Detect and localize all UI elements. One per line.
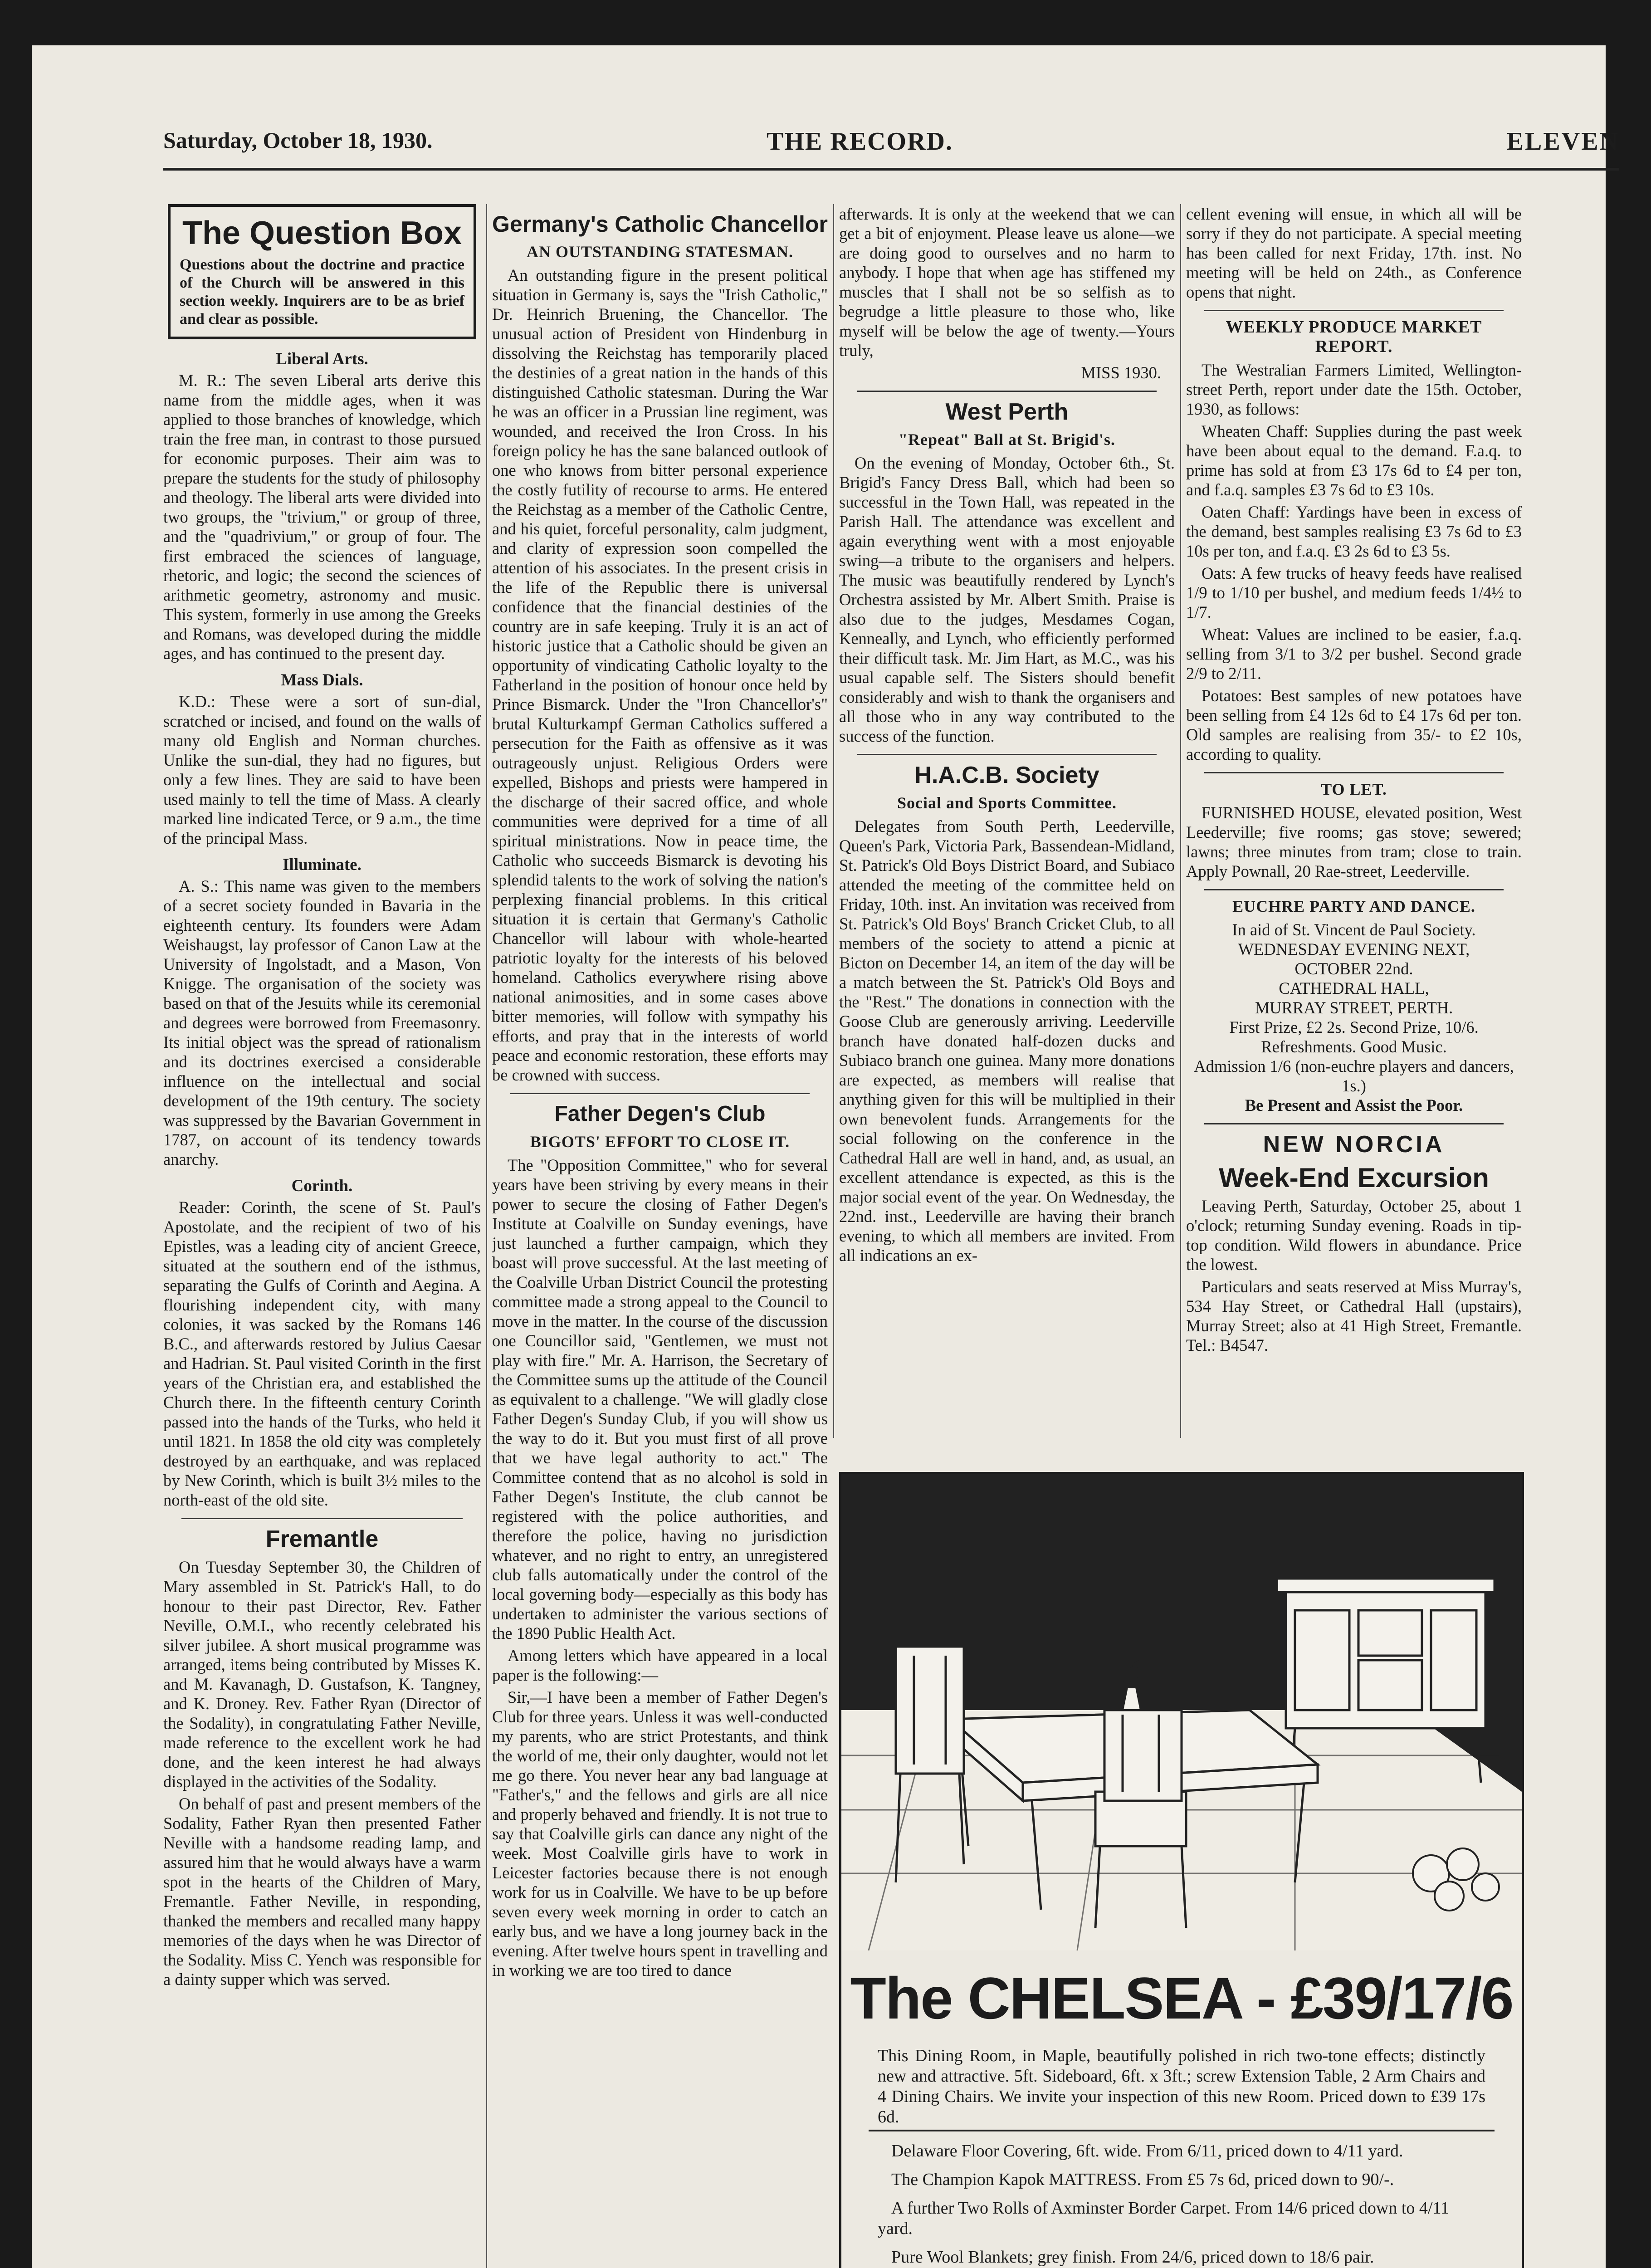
fremantle-paragraph: On Tuesday September 30, the Children of Mary assembled in St. Patrick's Hall, to do honour to their past Director, Rev. Father Neville, O.M.I., who recently celebrated his silver jubilee. A short musical programme was arranged, items being contributed by Misses K. and M. Kavanagh, D. Gustafson, K. Tangney, and K. Droney. Rev. Father Ryan (Director of the Sodality), in congratulating Father Neville, made reference to the excellent work he had done, and the keen interest he had always displayed in the activities of the Sodality. bbox=[163, 1558, 481, 1791]
column-divider bbox=[486, 204, 487, 2268]
chancellor-paragraph: An outstanding figure in the present political situation in Germany is, says the "Irish Catholic," Dr. Heinrich Bruening, the Chancellor. The unusual action of President von Hindenburg in dissolving the Reichstag has temporarily placed the destinies of a great nation in the hands of this distinguished Catholic statesman. During the War he was an officer in a Prussian line regiment, was wounded, and received the Iron Cross. In his foreign policy he has the sane balanced outlook of one who knows from bitter personal experience the costly futility of recourse to arms. He entered the Reichstag as a member of the Catholic Centre, and his quiet, forceful personality, calm judgment, and clarity of expression soon compelled the attention of his associates. In the present crisis in the life of the Republic there is universal confidence that the financial destinies of the country are in safe keeping. Truly it is an act of historic justice that a Catholic should be given an opportunity of vindicating Catholic loyalty to the Fatherland in the position of honour once held by Prince Bismarck. Under the "Iron Chancellor's" brutal Kulturkampf German Catholics suffered a persecution for the Faith as offensive as it was outrageously unjust. Religious Orders were expelled, Bishops and priests were hampered in the discharge of their sacred office, and whole communities were deprived for a time of all spiritual ministrations. Now in peace time, the Catholic who succeeds Bismarck is devoting his splendid talents to the work of solving the nation's perplexing financial problems. In this critical situation it is certain that Germany's Catholic Chancellor will labour with whole-hearted patriotic loyalty for the interests of his beloved homeland. Catholics everywhere rising above national animosities, and in some cases above bitter memories, will follow with sympathy his efforts, and pray that in the interests of world peace and economic restoration, these efforts may be crowned with success. bbox=[492, 266, 828, 1084]
produce-heading: WEEKLY PRODUCE MARKET REPORT. bbox=[1226, 318, 1482, 356]
masthead: THE RECORD. bbox=[767, 127, 953, 156]
euchre-line: Be Present and Assist the Poor. bbox=[1245, 1096, 1463, 1114]
hacb-paragraph: Delegates from South Perth, Leederville, Queen's Park, Victoria Park, Bassendean-Midland, St. Patrick's Old Boys District Board, and Subiaco attended the meeting of the committee held on Friday, 10th. inst. An invitation was received from St. Patrick's Old Boys' Branch Cricket Club, to all members of the society to attend a picnic at Bicton on December 14, an item of the day will be a match between the St. Patrick's Old Boys and the "Rest." The donations in connection with the Goose Club are generously arriving. Leederville branch have donated half-dozen ducks and Subiaco branch one guinea. Many more donations are expected, as members will realise that anything given for this will be multiplied in their own benevolent funds. Arrangements for the social following on the conference in the Cathedral Hall are well in hand, and, as usual, an excellent attendance is expected, as this is the major social event of the year. On Wednesday, the 22nd. inst., Leederville are having their branch evening, to which all members are invited. From all indications an ex- bbox=[839, 817, 1175, 1265]
norcia-paragraph: Particulars and seats reserved at Miss Murray's, 534 Hay Street, or Cathedral Hall (upstairs), Murray Street; also at 41 High Street, Fremantle. Tel.: B4547. bbox=[1186, 1277, 1522, 1354]
section-rule bbox=[857, 391, 1157, 392]
column-divider bbox=[833, 204, 834, 1438]
ad-rule bbox=[869, 2130, 1495, 2131]
liberal-arts-text: M. R.: The seven Liberal arts derive this name from the middle ages, when it was applied to those branches of knowledge, which train the free man, in contrast to those pursued for economic purposes. Their aim was to prepare the students for the study of philosophy and theology. The liberal arts were divided into two groups, the "trivium," or group of three, and the "quadrivium," or group of four. The first embraced the sciences of language, rhetoric, and logic; the second the sciences of arithmetic geometry, astronomy and music. This system, formerly in use among the Greeks and Romans, was developed during the middle ages, and has continued to the present day. bbox=[163, 371, 481, 663]
hacb-heading: H.A.C.B. Society bbox=[914, 762, 1099, 788]
norcia-heading: NEW NORCIA bbox=[1263, 1131, 1445, 1158]
column-divider bbox=[1180, 204, 1181, 1438]
column-1 bbox=[163, 204, 481, 2268]
issue-date: Saturday, October 18, 1930. bbox=[163, 127, 433, 153]
degen-paragraph: Among letters which have appeared in a local paper is the following:— bbox=[492, 1646, 828, 1684]
furniture-advertisement bbox=[839, 1472, 1524, 2268]
euchre-line: Admission 1/6 (non-euchre players and dancers, 1s.) bbox=[1194, 1057, 1514, 1095]
page-number: ELEVEN bbox=[1506, 127, 1619, 156]
section-rule bbox=[1204, 889, 1504, 890]
excursion-heading: Week-End Excursion bbox=[1219, 1163, 1489, 1193]
question-box-subtitle: Questions about the doctrine and practice of the Church will be answered in this section weekly. Inquirers are to be as brief and clear as possible. bbox=[180, 256, 464, 327]
ad-item: The Champion Kapok MATTRESS. From £5 7s 6d, priced down to 90/-. bbox=[891, 2170, 1394, 2189]
euchre-line: First Prize, £2 2s. Second Prize, 10/6. bbox=[1229, 1018, 1479, 1036]
fremantle-paragraph: On behalf of past and present members of the Sodality, Father Ryan then presented Father Neville with a handsome reading lamp, and assured him that he would always have a warm spot in the hearts of the Children of Mary, Fremantle. Father Neville, in responding, thanked the members and recalled many happy memories of the days when he was Director of the Sodality. Miss C. Yench was responsible for a dainty supper which was served. bbox=[163, 1794, 481, 1989]
ad-item-list bbox=[878, 2141, 1485, 2268]
corinth-heading: Corinth. bbox=[291, 1177, 353, 1195]
question-box-title: The Question Box bbox=[182, 215, 462, 251]
degen-heading: Father Degen's Club bbox=[554, 1102, 766, 1126]
degen-paragraph: The "Opposition Committee," who for several years have been striving by every means in their power to secure the closing of Father Degen's Institute at Coalville on Sunday evenings, have just launched a further campaign, which they boast will prove successful. At the last meeting of the Coalville Urban District Council the protesting committee made a strong appeal to the Council to move in the matter. In the course of the discussion one Councillor said, "Gentlemen, we must not play with fire." Mr. A. Harrison, the Secretary of the Committee sums up the attitude of the Council as equivalent to a challenge. "We will gladly close Father Degen's Sunday Club, if you will show us the way to do it. But you must first of all prove that we have legal authority to act." The Committee contend that as no alcohol is sold in Father Degen's Institute, the club cannot be registered with the police authorities, and therefore the police, having no jurisdiction whatever, and no right to entry, an unregistered club falls automatically under the control of the local governing body—especially as this body has undertaken to administer the various sections of the 1890 Public Health Act. bbox=[492, 1156, 828, 1642]
ad-description: This Dining Room, in Maple, beautifully polished in rich two-tone effects; distinctly new and attractive. 5ft. Sideboard, 6ft. x 3ft.; screw Extension Table, 2 Arm Chairs and 4 Dining Chairs. We invite your inspection of this new Room. Priced down to £39 17s 6d. bbox=[878, 2046, 1485, 2126]
column-4 bbox=[1186, 204, 1522, 1429]
west-perth-heading: West Perth bbox=[945, 399, 1069, 425]
degen-letter: Sir,—I have been a member of Father Degen's Club for three years. Unless it was well-conducted my parents, who are strict Protestants, and think the world of me, their only daughter, would not let me go there. You never hear any bad language at "Father's," and the fellows and girls are all nice and properly behaved and friendly. It is not true to say that Coalville girls can dance any night of the week. Most Coalville girls have to work in Leicester factories because there is not enough work for us in Coalville. We have to be up before seven every week morning in order to catch an early bus, and we have a long journey back in the evening. After twelve hours spent in travelling and in working we are too tired to dance bbox=[492, 1688, 828, 1980]
hacb-subheading: Social and Sports Committee. bbox=[897, 794, 1117, 812]
page-header bbox=[163, 109, 1619, 163]
produce-paragraph: Potatoes: Best samples of new potatoes have been selling from £4 12s 6d to £4 17s 6d per ton. Old samples are realising from 35/- to £2 10s, according to quality. bbox=[1186, 686, 1522, 763]
to-let-text: FURNISHED HOUSE, elevated position, West Leederville; five rooms; gas stove; sewered; lawns; three minutes from tram; close to train. Apply Pownall, 20 Rae-street, Leederville. bbox=[1186, 803, 1522, 880]
euchre-line: MURRAY STREET, PERTH. bbox=[1255, 998, 1453, 1017]
euchre-line: Refreshments. Good Music. bbox=[1261, 1037, 1447, 1056]
liberal-arts-heading: Liberal Arts. bbox=[276, 350, 368, 368]
fremantle-heading: Fremantle bbox=[265, 1526, 379, 1552]
euchre-line: OCTOBER 22nd. bbox=[1294, 959, 1413, 978]
degen-subheading: BIGOTS' EFFORT TO CLOSE IT. bbox=[530, 1133, 790, 1151]
produce-paragraph: Wheat: Values are inclined to be easier, f.a.q. selling from 3/1 to 3/2 per bushel. Second grade 2/9 to 2/11. bbox=[1186, 625, 1522, 683]
ad-item: Pure Wool Blankets; grey finish. From 24/6, priced down to 18/6 pair. bbox=[891, 2248, 1374, 2267]
to-let-heading: TO LET. bbox=[1321, 780, 1387, 798]
section-rule bbox=[181, 1518, 463, 1519]
west-perth-paragraph: On the evening of Monday, October 6th., St. Brigid's Fancy Dress Ball, which had been so successful in the Town Hall, was repeated in the Parish Hall. The attendance was excellent and again everything went with a most enjoyable swing—a tribute to the organisers and helpers. The music was beautifully rendered by Lynch's Orchestra assisted by Mr. Albert Smith. Praise is also due to the judges, Mesdames Cogan, Kenneally, and Lynch, who efficiently performed their difficult task. Mr. Jim Hart, as M.C., was his usual capable self. The Sisters should benefit considerably and wish to thank the organisers and all those who in any way contributed to the success of the function. bbox=[839, 454, 1175, 745]
mass-dials-text: K.D.: These were a sort of sun-dial, scratched or incised, and found on the walls of many old English and Norman churches. Unlike the sun-dial, they had no figures, but only a few lines. They are said to have been used mainly to tell the time of Mass. A clearly marked line indicated Terce, or 9 a.m., the time of the principal Mass. bbox=[163, 692, 481, 847]
column-3 bbox=[839, 204, 1175, 1429]
produce-paragraph: Oats: A few trucks of heavy feeds have realised 1/9 to 1/10 per bushel, and medium feeds 1/4½ to 1/7. bbox=[1186, 564, 1522, 621]
section-rule bbox=[1204, 310, 1504, 311]
euchre-line: In aid of St. Vincent de Paul Society. bbox=[1232, 920, 1476, 939]
produce-paragraph: Wheaten Chaff: Supplies during the past week have been about equal to the demand. F.a.q. to prime has sold at from £3 17s 6d to £4 per ton, and f.a.q. samples £3 7s 6d to £3 10s. bbox=[1186, 422, 1522, 499]
header-rule bbox=[163, 168, 1619, 171]
norcia-paragraph: Leaving Perth, Saturday, October 25, about 1 o'clock; returning Sunday evening. Roads in tip-top condition. Wild flowers in abundance. Price the lowest. bbox=[1186, 1197, 1522, 1274]
ad-item: A further Two Rolls of Axminster Border Carpet. From 14/6 priced down to 4/11 yard. bbox=[878, 2199, 1450, 2238]
question-box-panel bbox=[168, 204, 476, 339]
degen-letter-continued: afterwards. It is only at the weekend that we can get a bit of enjoyment. Please leave us alone—we are doing good to ourselves and no harm to anybody. I hope that when age has stiffened my muscles that I shall not be so selfish as to begrudge a little pleasure to those who, like myself will be below the age of twenty.—Yours truly, bbox=[839, 205, 1175, 360]
illuminate-heading: Illuminate. bbox=[283, 855, 361, 874]
produce-paragraph: Oaten Chaff: Yardings have been in excess of the demand, best samples realising £3 7s 6d to £3 10s per ton, and f.a.q. £3 2s 6d to £3 5s. bbox=[1186, 503, 1522, 560]
mass-dials-heading: Mass Dials. bbox=[281, 671, 363, 689]
hacb-paragraph-continued: cellent evening will ensue, in which all will be sorry if they do not participate. A special meeting has been called for next Friday, 17th. inst. No meeting will be held on 24th., as Conference opens that night. bbox=[1186, 205, 1522, 301]
section-rule bbox=[857, 754, 1157, 755]
chancellor-subheading: AN OUTSTANDING STATESMAN. bbox=[526, 243, 794, 261]
section-rule bbox=[510, 1093, 810, 1094]
chancellor-heading: Germany's Catholic Chancellor bbox=[492, 211, 828, 237]
west-perth-subheading: "Repeat" Ball at St. Brigid's. bbox=[899, 430, 1115, 449]
section-rule bbox=[1204, 772, 1504, 773]
column-2 bbox=[492, 204, 828, 2268]
produce-paragraph: The Westralian Farmers Limited, Wellington-street Perth, report under date the 15th. October, 1930, as follows: bbox=[1186, 361, 1522, 418]
illuminate-text: A. S.: This name was given to the members of a secret society founded in Bavaria in the eighteenth century. Its founders were Adam Weishaugst, lay professor of Canon Law at the University of Ingolstadt, and a Mason, Von Knigge. The organisation of the society was based on that of the Jesuits while its ceremonial and degrees were borrowed from Freemasonry. Its initial object was the spread of rationalism and its doctrines exercised a considerable influence on the intellectual and social development of the 19th century. The society was suppressed by the Bavarian Government in 1787, on account of its tendency towards anarchy. bbox=[163, 877, 481, 1168]
euchre-heading: EUCHRE PARTY AND DANCE. bbox=[1232, 897, 1475, 915]
euchre-line: WEDNESDAY EVENING NEXT, bbox=[1238, 940, 1470, 958]
corinth-text: Reader: Corinth, the scene of St. Paul's Apostolate, and the recipient of two of his Epistles, was a leading city of ancient Greece, situated at the southern end of the isthmus, separating the Gulfs of Corinth and Aegina. A flourishing independent city, with many colonies, it was sacked by the Romans 146 B.C., and afterwards restored by Julius Caesar and Hadrian. St. Paul visited Corinth in the first years of the Christian era, and established the Church there. In the fifteenth century Corinth passed into the hands of the Turks, who held it until 1821. In 1858 the old city was completely destroyed by an earthquake, and was replaced by New Corinth, which is built 3½ miles to the north-east of the old site. bbox=[163, 1198, 481, 1509]
ad-headline: The CHELSEA - £39/17/6 bbox=[850, 1965, 1513, 2031]
euchre-line: CATHEDRAL HALL, bbox=[1279, 979, 1429, 997]
dining-room-illustration bbox=[841, 1474, 1522, 1950]
section-rule bbox=[1204, 1123, 1504, 1124]
letter-signature: MISS 1930. bbox=[1081, 363, 1161, 382]
ad-item: Delaware Floor Covering, 6ft. wide. From 6/11, priced down to 4/11 yard. bbox=[891, 2141, 1403, 2160]
